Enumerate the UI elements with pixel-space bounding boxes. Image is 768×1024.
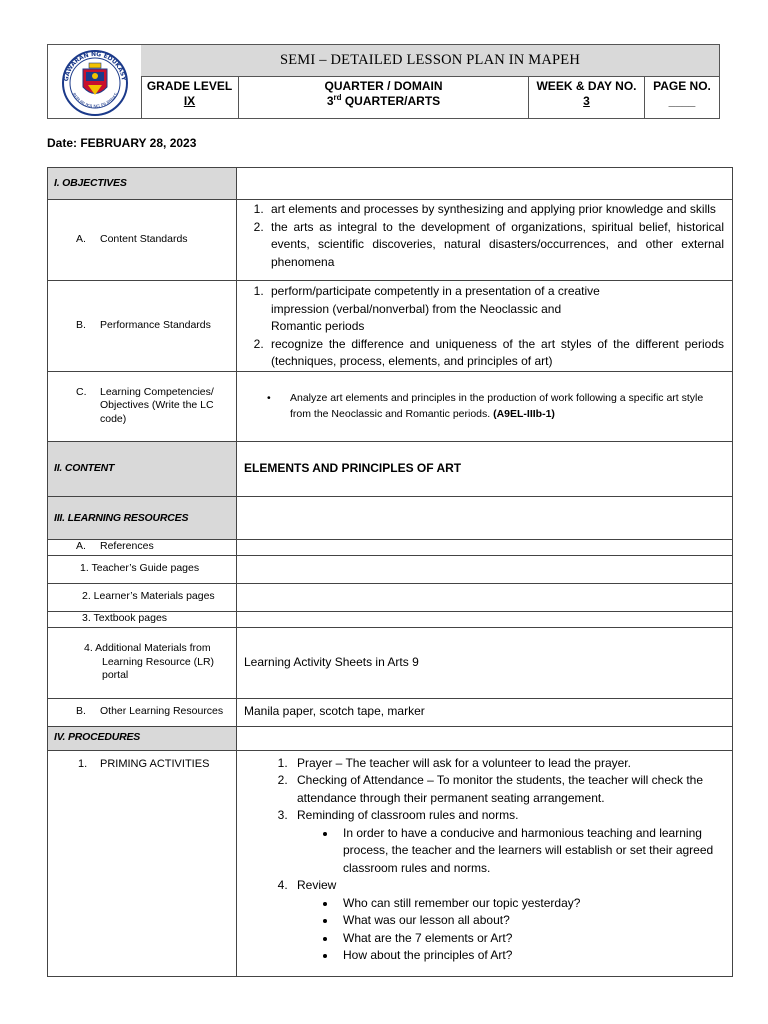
additional-materials-row [48, 627, 733, 698]
competency-code: (A9EL-IIIb-1) [493, 408, 555, 420]
resources-heading: III. LEARNING RESOURCES [48, 496, 237, 539]
procedures-heading: IV. PROCEDURES [48, 726, 237, 750]
header-box [47, 44, 720, 119]
additional-materials-value: Learning Activity Sheets in Arts 9 [237, 627, 733, 698]
objectives-row [48, 168, 733, 200]
quarter-domain-value: 3rd QUARTER/ARTS [326, 93, 441, 108]
priming-row [48, 750, 733, 976]
priming-activities-cell [237, 750, 733, 976]
performance-standards-label: Performance Standards [100, 319, 211, 331]
references-row [48, 539, 733, 555]
page-no-label: PAGE NO. [653, 79, 711, 93]
learners-materials-label: 2. Learner’s Materials pages [48, 583, 237, 611]
content-standards-label-cell: A. Content Standards [48, 200, 237, 281]
lesson-date: Date: FEBRUARY 28, 2023 [47, 136, 197, 150]
content-standards-cell [237, 200, 733, 281]
objectives-heading: I. OBJECTIVES [48, 168, 237, 200]
other-resources-row [48, 698, 733, 726]
procedures-row [48, 726, 733, 750]
week-day-cell [529, 76, 645, 118]
teachers-guide-row [48, 555, 733, 583]
resources-blank [237, 496, 733, 539]
other-resources-label: Other Learning Resources [100, 705, 224, 718]
lesson-plan-table [47, 167, 733, 977]
priming-step: 3. Reminding of classroom rules and norms. • In order to have a conducive and harmonious teaching and learning process, the teacher and the learners will establish or set their agreed classroom rules and norms. [291, 807, 722, 877]
textbook-label: 3. Textbook pages [48, 611, 237, 627]
priming-substep: • What was our lesson all about? [337, 912, 722, 930]
competency-text: Analyze art elements and principles in the production of work following a specific art style from the Neoclassic and Romantic periods. [290, 392, 704, 420]
resources-row [48, 496, 733, 539]
priming-substep: • Who can still remember our topic yesterday? [337, 895, 722, 913]
priming-step: 1. Prayer – The teacher will ask for a volunteer to lead the prayer. [291, 755, 722, 773]
content-value: ELEMENTS AND PRINCIPLES OF ART [237, 441, 733, 496]
priming-step: 4. Review • Who can still remember our topic yesterday? • What was our lesson all about? • What are the 7 elements or Art? • How about the principles of Art? [291, 877, 722, 965]
quarter-domain-label: QUARTER / DOMAIN [324, 79, 443, 93]
performance-standard-item: 1. perform/participate competently in a presentation of a creative impression (verbal/nonverbal) from the Neoclassic and Romantic periods [267, 283, 724, 336]
priming-substep: • In order to have a conducive and harmonious teaching and learning process, the teacher and the learners will establish or set their agreed classroom rules and norms. [337, 825, 722, 878]
performance-standards-row [48, 281, 733, 372]
grade-level-label: GRADE LEVEL [146, 79, 233, 93]
content-standards-label: Content Standards [100, 233, 188, 246]
priming-label-cell: 1. PRIMING ACTIVITIES [48, 750, 237, 976]
grade-level-value: IX [183, 94, 196, 108]
other-resources-value: Manila paper, scotch tape, marker [237, 698, 733, 726]
page-no-value: ____ [668, 94, 696, 108]
week-day-label: WEEK & DAY NO. [536, 79, 637, 93]
additional-materials-label: 4. Additional Materials from Learning Resource (LR) portal [48, 627, 237, 698]
svg-text:REPUBLIKA NG PILIPINAS: REPUBLIKA NG PILIPINAS [70, 92, 120, 110]
svg-text:KAGAWARAN NG EDUKASYON: GAWARAN NG EDUKASY [62, 50, 127, 82]
performance-standard-item: 2. recognize the difference and uniqueness of the art styles of the different periods (techniques, process, elements, and principles of art) [267, 336, 724, 371]
teachers-guide-label: 1. Teacher’s Guide pages [48, 555, 237, 583]
priming-substep: • How about the principles of Art? [337, 947, 722, 965]
content-standard-item: 1. art elements and processes by synthesizing and applying prior knowledge and skills [267, 201, 724, 219]
priming-step: 2. Checking of Attendance – To monitor the students, the teacher will check the attendance through their permanent seating arrangement. [291, 772, 722, 807]
week-day-value: 3 [583, 94, 590, 108]
performance-standards-cell [237, 281, 733, 372]
competencies-row [48, 371, 733, 441]
content-row [48, 441, 733, 496]
lesson-plan-title: SEMI – DETAILED LESSON PLAN IN MAPEH [141, 45, 719, 77]
quarter-domain-cell [239, 76, 529, 118]
logo-cell [48, 45, 142, 118]
references-label-cell: A. References [48, 539, 237, 555]
content-standards-row [48, 200, 733, 281]
performance-standards-label-cell: B. Performance Standards [48, 281, 237, 372]
priming-steps-list [237, 755, 732, 965]
references-label: References [100, 540, 154, 553]
learners-materials-row [48, 583, 733, 611]
competencies-label: Learning Competencies/ Objectives (Write the LC code) [100, 385, 214, 425]
priming-label: PRIMING ACTIVITIES [100, 757, 210, 770]
content-standard-item: 2. the arts as integral to the development of organizations, spiritual belief, historical events, scientific discoveries, natural disasters/occurrences, and other external phenomena [267, 219, 724, 272]
page-no-cell [645, 76, 719, 118]
content-heading: II. CONTENT [48, 441, 237, 496]
competencies-label-cell: C. Learning Competencies/ Objectives (Write the LC code) [48, 371, 237, 441]
priming-substep: • What are the 7 elements or Art? [337, 930, 722, 948]
competencies-cell: • Analyze art elements and principles in the production of work following a specific art style from the Neoclassic and Romantic periods. (A9EL-IIIb-1) [237, 371, 733, 441]
other-resources-label-cell: B. Other Learning Resources [48, 698, 237, 726]
objectives-blank [237, 168, 733, 200]
deped-seal-logo [48, 45, 141, 118]
textbook-row [48, 611, 733, 627]
grade-level-cell [141, 76, 239, 118]
